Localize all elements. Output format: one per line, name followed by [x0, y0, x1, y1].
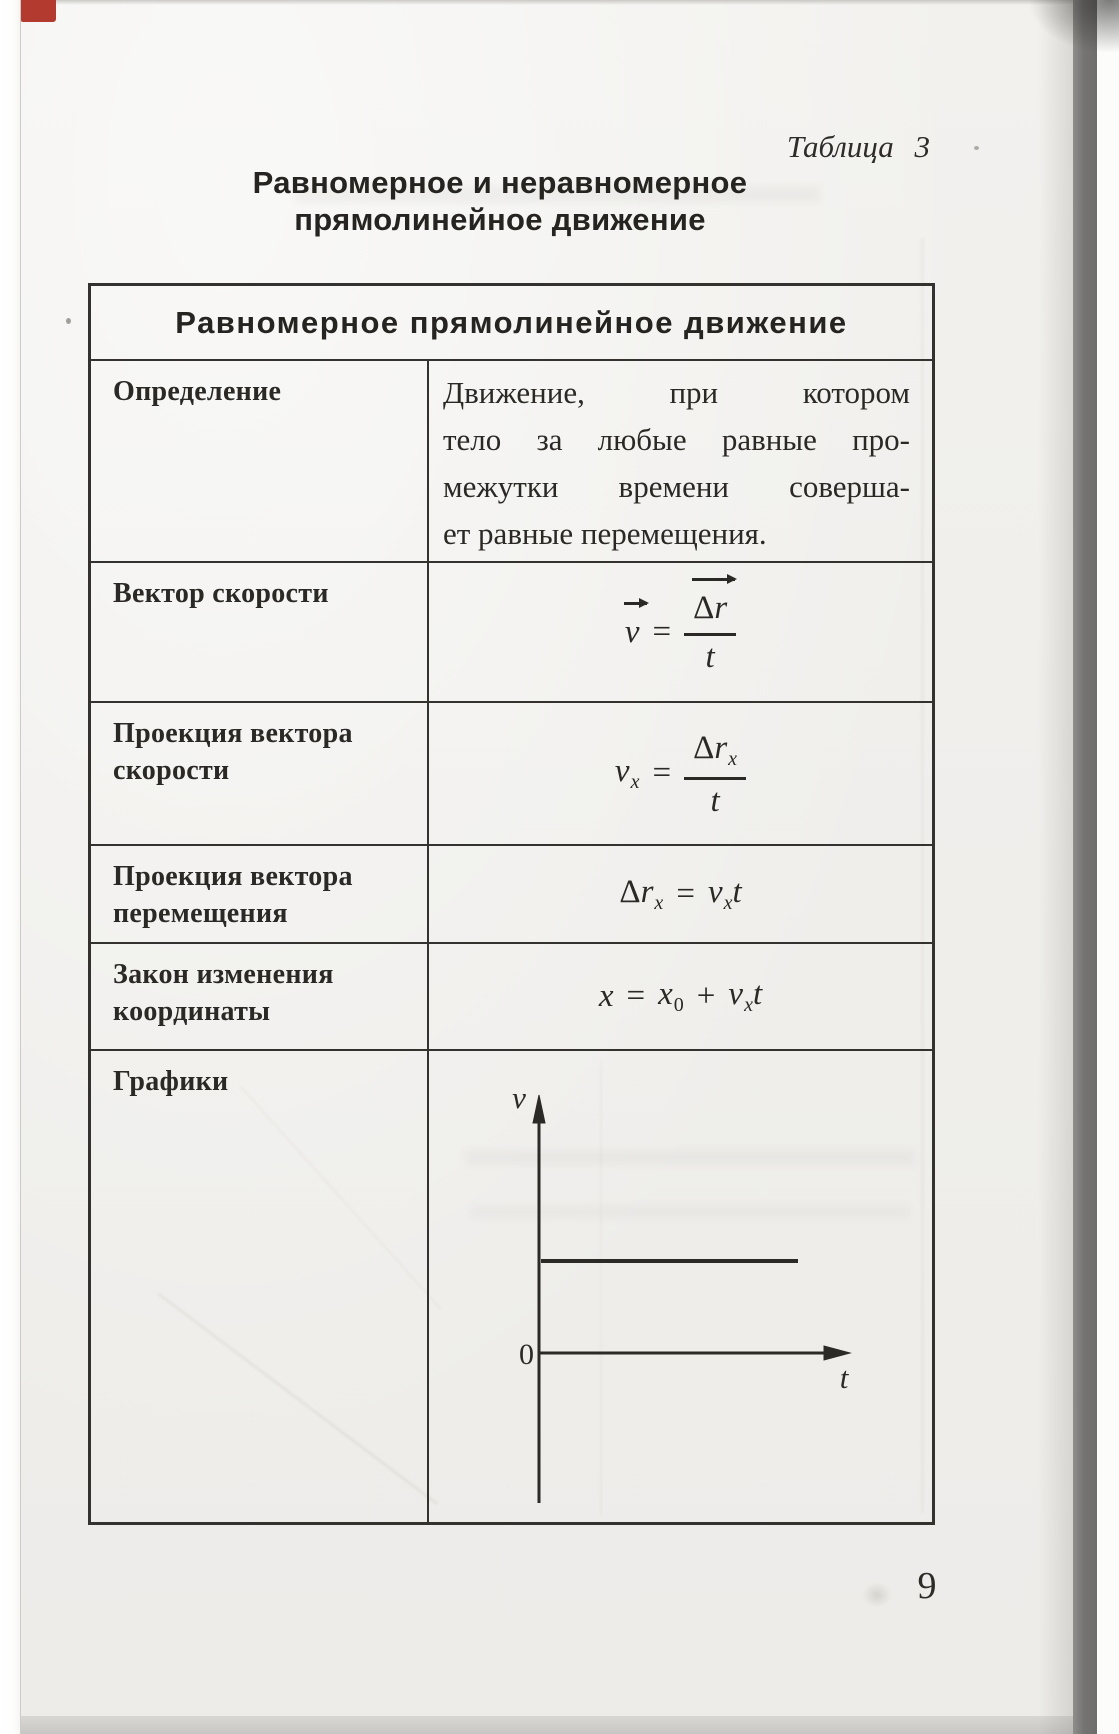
coordinate-law-formula-cell	[429, 944, 932, 1049]
graph-origin-label: 0	[519, 1338, 534, 1371]
rhs-term: $v_xt$	[707, 873, 742, 914]
initial-coordinate-term: $x_0$	[658, 976, 684, 1016]
table-row-coordinate-law	[91, 944, 932, 1051]
scan-right-dark-band	[1073, 0, 1097, 1734]
page-title-line2: прямолинейное движение	[294, 202, 706, 237]
graph-v-axis-arrowhead	[533, 1095, 545, 1123]
table-caption: Таблица 3	[786, 129, 930, 164]
scan-top-edge-shadow	[21, 0, 1073, 5]
equals-sign: =	[652, 613, 672, 650]
velocity-time-graph	[429, 1051, 932, 1522]
formula-velocity-vector	[625, 588, 736, 676]
row-label-velocity-projection: Проекция вектора скорости	[91, 703, 429, 844]
vector-arrow	[692, 578, 735, 581]
scan-bottom-edge	[21, 1716, 1097, 1734]
plus-sign: +	[696, 978, 716, 1014]
velocity-projection-formula-cell	[429, 703, 932, 844]
paper-speck	[974, 146, 979, 150]
row-label-velocity-vector: Вектор скорости	[91, 563, 429, 701]
scan-right-shadow	[1038, 0, 1073, 1734]
row-label-coordinate-law: Закон изменения координаты	[91, 944, 429, 1049]
table-header: Равномерное прямолинейное движение	[91, 286, 932, 361]
displacement-vector-symbol: Δr	[693, 590, 727, 627]
displacement-projection-symbol: $\Delta r_x$	[619, 873, 664, 914]
definition-text	[429, 361, 932, 561]
displacement-projection-formula-cell	[429, 846, 932, 942]
page-number: 9	[917, 1565, 937, 1607]
graph-t-label: t	[839, 1360, 849, 1395]
red-corner-mark	[21, 0, 56, 22]
table-row-velocity-projection	[91, 703, 932, 846]
fraction-numerator	[684, 588, 736, 633]
table-row-displacement-projection	[91, 846, 932, 944]
definition-line: ет равные перемещения.	[443, 516, 767, 551]
formula-coordinate-law	[599, 976, 762, 1017]
page-title-line1: Равномерное и неравномерное	[252, 165, 748, 200]
graph-v-label: v	[512, 1080, 526, 1115]
page-title	[88, 164, 912, 238]
velocity-symbol: v	[625, 614, 640, 651]
vector-arrow	[624, 602, 648, 605]
paper-speck	[66, 318, 71, 324]
scan-corner-shadow	[1030, 0, 1119, 52]
velocity-vector-formula-cell	[429, 563, 932, 701]
fraction-denominator: t	[684, 777, 746, 820]
fraction-numerator: $\Delta r_x$	[693, 729, 738, 770]
scan-right-margin	[1097, 0, 1119, 1734]
paper-smudge	[862, 1582, 892, 1608]
formula-velocity-projection	[615, 728, 746, 820]
row-label-definition: Определение	[91, 361, 429, 561]
equals-sign: =	[676, 875, 695, 912]
velocity-projection-symbol: $v_x$	[614, 753, 640, 793]
equals-sign: =	[626, 978, 646, 1014]
table-row-definition	[91, 361, 932, 563]
fraction	[684, 728, 746, 820]
fraction	[684, 588, 736, 676]
fraction-denominator: t	[684, 633, 736, 676]
graph-cell	[429, 1051, 932, 1522]
table-row-velocity-vector	[91, 563, 932, 703]
formula-displacement-projection	[619, 874, 741, 915]
scan-left-edge	[0, 0, 21, 1734]
definition-line: Движение, при котором	[443, 375, 910, 410]
uniform-motion-table	[88, 283, 935, 1525]
row-label-graphs: Графики	[91, 1051, 429, 1522]
definition-line: межутки времени соверша-	[443, 469, 910, 504]
row-label-displacement-projection: Проекция вектора перемещения	[91, 846, 429, 942]
table-row-graphs	[91, 1051, 932, 1522]
velocity-term: $v_xt$	[728, 976, 763, 1016]
equals-sign: =	[652, 755, 672, 791]
definition-line: тело за любые равные про-	[443, 422, 910, 457]
coordinate-symbol: x	[598, 978, 614, 1014]
graph-t-axis-arrowhead	[824, 1346, 850, 1360]
